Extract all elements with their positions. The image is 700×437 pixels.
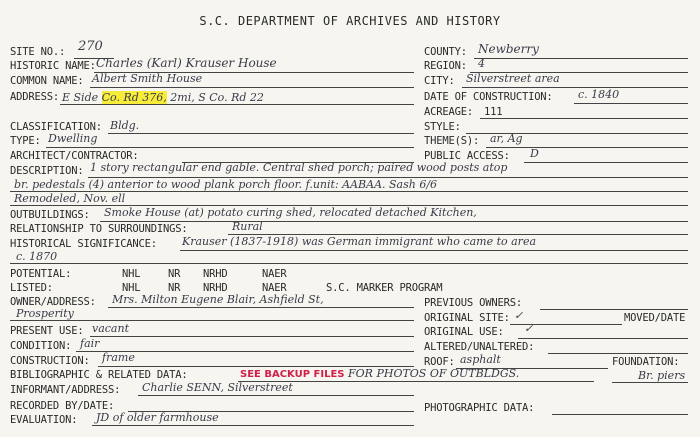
significance-line-2: c. 1870	[16, 250, 58, 263]
form-title: S.C. DEPARTMENT OF ARCHIVES AND HISTORY	[199, 14, 501, 28]
public-access-label: PUBLIC ACCESS:	[424, 150, 510, 162]
evaluation-label: EVALUATION:	[10, 414, 78, 426]
marker-program-label: S.C. MARKER PROGRAM	[326, 282, 443, 294]
description-line-2: br. pedestals (4) anterior to wood plank porch floor. f.unit: AABAA. Sash 6/6	[14, 178, 438, 191]
style-label: STYLE:	[424, 121, 461, 133]
date-construction-line	[574, 103, 688, 104]
address-line	[60, 104, 414, 105]
owner-line-1: Mrs. Milton Eugene Blair, Ashfield St,	[112, 293, 324, 306]
description-line-1: 1 story rectangular end gable. Central shed porch; paired wood posts atop	[90, 161, 508, 174]
significance-underline-1	[180, 250, 688, 251]
type-line	[46, 147, 414, 148]
address-label: ADDRESS:	[10, 91, 59, 103]
original-site-value: ✓	[514, 309, 524, 322]
date-construction-value: c. 1840	[578, 88, 620, 101]
altered-line	[548, 353, 688, 354]
site-no-label: SITE NO.:	[10, 46, 66, 58]
construction-value: frame	[102, 351, 135, 364]
listed-nrhd: NRHD	[203, 282, 228, 294]
condition-label: CONDITION:	[10, 340, 72, 352]
date-construction-label: DATE OF CONSTRUCTION:	[424, 91, 553, 103]
relationship-value: Rural	[232, 220, 263, 233]
photographic-data-line	[552, 414, 688, 415]
foundation-value: Br. piers	[638, 369, 686, 382]
themes-value: ar, Ag	[490, 132, 523, 145]
outbuildings-label: OUTBUILDINGS:	[10, 209, 90, 221]
previous-owners-line	[540, 309, 688, 310]
classification-label: CLASSIFICATION:	[10, 121, 102, 133]
original-use-value: ✓	[524, 322, 534, 335]
foundation-label: FOUNDATION:	[612, 356, 680, 368]
listed-naer: NAER	[262, 282, 287, 294]
public-access-line	[524, 162, 688, 163]
evaluation-value: JD of older farmhouse	[96, 411, 219, 424]
outbuildings-line	[100, 221, 688, 222]
present-use-line	[90, 336, 414, 337]
listed-label: LISTED:	[10, 282, 53, 294]
themes-label: THEME(S):	[424, 135, 480, 147]
informant-value: Charlie SENN, Silverstreet	[142, 381, 293, 394]
common-name-value: Albert Smith House	[92, 72, 203, 85]
roof-label: ROOF:	[424, 356, 455, 368]
county-line	[474, 58, 688, 59]
owner-underline-2	[10, 320, 414, 321]
address-value: E Side Co. Rd 376, 2mi, S Co. Rd 22	[62, 91, 264, 104]
foundation-line	[612, 382, 688, 383]
bibliographic-label: BIBLIOGRAPHIC & RELATED DATA:	[10, 369, 188, 381]
county-value: Newberry	[478, 42, 539, 56]
informant-line	[138, 395, 414, 396]
relationship-label: RELATIONSHIP TO SURROUNDINGS:	[10, 223, 188, 235]
owner-line-2: Prosperity	[16, 307, 74, 320]
roof-line	[456, 368, 608, 369]
listed-nhl: NHL	[122, 282, 141, 294]
original-use-label: ORIGINAL USE:	[424, 326, 504, 338]
acreage-label: ACREAGE:	[424, 106, 473, 118]
see-backup-files-note: SEE BACKUP FILES	[240, 369, 345, 380]
historic-name-label: HISTORIC NAME:	[10, 60, 96, 72]
region-label: REGION:	[424, 60, 467, 72]
potential-nrhd: NRHD	[203, 268, 228, 280]
public-access-value: D	[530, 147, 539, 160]
moved-date-label: MOVED/DATE	[624, 312, 686, 324]
owner-underline-1	[108, 307, 414, 308]
potential-nr: NR	[168, 268, 181, 280]
recorded-by-label: RECORDED BY/DATE:	[10, 400, 115, 412]
description-label: DESCRIPTION:	[10, 165, 84, 177]
city-value: Silverstreet area	[466, 72, 560, 85]
altered-label: ALTERED/UNALTERED:	[424, 341, 535, 353]
classification-line	[108, 133, 414, 134]
themes-line	[486, 147, 688, 148]
historic-name-value: Charles (Karl) Krauser House	[96, 56, 277, 70]
type-value: Dwelling	[48, 132, 98, 145]
description-line-3: Remodeled, Nov. ell	[14, 192, 126, 205]
type-label: TYPE:	[10, 135, 41, 147]
original-use-line	[518, 338, 688, 339]
listed-nr: NR	[168, 282, 181, 294]
owner-address-label: OWNER/ADDRESS:	[10, 296, 96, 308]
photographic-data-label: PHOTOGRAPHIC DATA:	[424, 402, 535, 414]
bibliographic-value: SEE BACKUP FILES FOR PHOTOS OF OUTBLDGS.	[240, 367, 520, 380]
construction-label: CONSTRUCTION:	[10, 355, 90, 367]
common-name-label: COMMON NAME:	[10, 75, 84, 87]
roof-value: asphalt	[460, 353, 501, 366]
city-label: CITY:	[424, 75, 455, 87]
present-use-value: vacant	[92, 322, 129, 335]
acreage-line	[480, 118, 688, 119]
county-label: COUNTY:	[424, 46, 467, 58]
significance-underline-2	[10, 263, 688, 264]
outbuildings-value: Smoke House (at) potato curing shed, relocated detached Kitchen,	[104, 206, 477, 219]
potential-label: POTENTIAL:	[10, 268, 72, 280]
site-no-value: 270	[78, 39, 103, 54]
informant-label: INFORMANT/ADDRESS:	[10, 384, 121, 396]
potential-nhl: NHL	[122, 268, 141, 280]
city-line	[462, 87, 688, 88]
classification-value: Bldg.	[110, 119, 140, 132]
previous-owners-label: PREVIOUS OWNERS:	[424, 297, 522, 309]
condition-value: fair	[80, 337, 100, 350]
significance-label: HISTORICAL SIGNIFICANCE:	[10, 238, 157, 250]
significance-line-1: Krauser (1837-1918) was German immigrant who came to area	[182, 235, 537, 248]
potential-naer: NAER	[262, 268, 287, 280]
original-site-label: ORIGINAL SITE:	[424, 312, 510, 324]
region-value: 4	[478, 57, 485, 70]
evaluation-line	[92, 425, 414, 426]
common-name-line	[90, 87, 414, 88]
architect-label: ARCHITECT/CONTRACTOR:	[10, 150, 139, 162]
acreage-value: 111	[484, 106, 503, 118]
address-highlight: Co. Rd 376,	[101, 91, 167, 104]
present-use-label: PRESENT USE:	[10, 325, 84, 337]
